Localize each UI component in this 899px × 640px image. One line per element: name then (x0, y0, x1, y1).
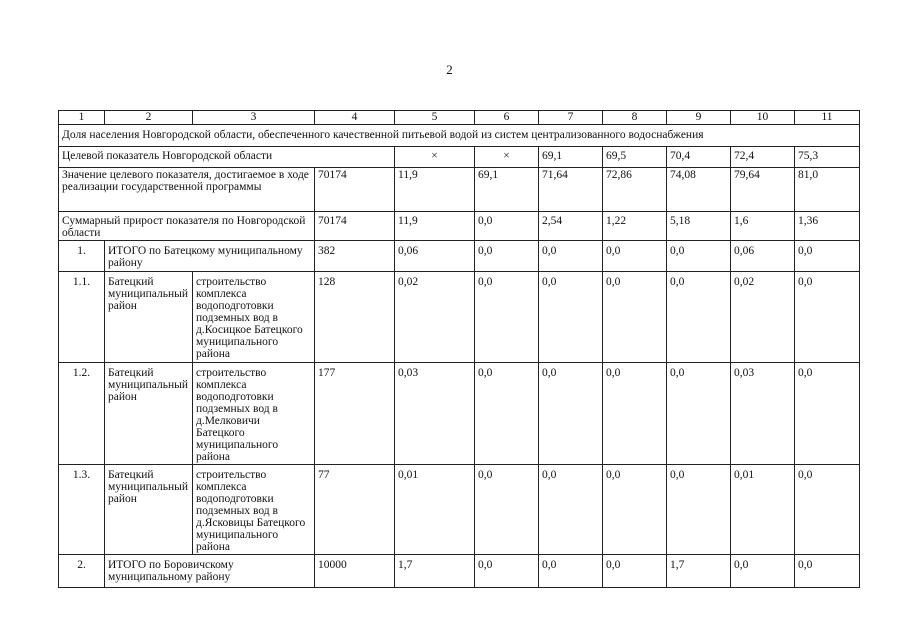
column-header: 1 (59, 111, 105, 125)
cell-value: 81,0 (795, 168, 860, 212)
cell-value: 0,0 (795, 363, 860, 465)
cell-value: 5,18 (667, 212, 731, 241)
column-header: 7 (539, 111, 603, 125)
cell-value: 1,6 (731, 212, 795, 241)
section-title-row (59, 125, 860, 147)
cell-value: 0,0 (475, 465, 539, 555)
cell-value: 11,9 (395, 168, 475, 212)
cell-value: 11,9 (395, 212, 475, 241)
cell-value: 70174 (315, 168, 395, 212)
cell-value: 0,0 (475, 363, 539, 465)
cell-value: 69,1 (539, 147, 603, 168)
district-name: Батецкий муниципальный район (105, 272, 193, 363)
cell-value: 74,08 (667, 168, 731, 212)
cell-value: 0,0 (795, 241, 860, 272)
section-title: Доля населения Новгородской области, обеспеченного качественной питьевой водой из систем централизованного водоснабжения (59, 125, 860, 147)
cell-value: 0,01 (731, 465, 795, 555)
cell-value: 382 (315, 241, 395, 272)
cell-value: 69,5 (603, 147, 667, 168)
cell-value: 0,0 (667, 272, 731, 363)
object-description: строительство комплекса водоподготовки подземных вод в д.Мелковичи Батецкого муниципального района (193, 363, 315, 465)
cell-value: 70174 (315, 212, 395, 241)
cell-value: 0,0 (603, 555, 667, 588)
cell-value: 0,0 (475, 241, 539, 272)
cell-value: 0,0 (539, 363, 603, 465)
cell-value: 0,0 (667, 241, 731, 272)
column-header: 8 (603, 111, 667, 125)
cell-value: 0,0 (731, 555, 795, 588)
table-row (59, 363, 860, 465)
cell-value: 70,4 (667, 147, 731, 168)
cell-value: 0,02 (731, 272, 795, 363)
cell-value: 0,0 (603, 272, 667, 363)
cell-value: 0,0 (795, 272, 860, 363)
cell-value: 72,86 (603, 168, 667, 212)
row-label: ИТОГО по Боровичскому муниципальному району (105, 555, 315, 588)
column-header: 9 (667, 111, 731, 125)
row-label: Целевой показатель Новгородской области (59, 147, 395, 168)
cell-value: 72,4 (731, 147, 795, 168)
cell-value: 69,1 (475, 168, 539, 212)
header-row (59, 111, 860, 125)
row-label: Суммарный прирост показателя по Новгородской области (59, 212, 315, 241)
district-name: Батецкий муниципальный район (105, 363, 193, 465)
cell-value: 177 (315, 363, 395, 465)
row-label: Значение целевого показателя, достигаемое в ходе реализации государственной программы (59, 168, 315, 212)
column-header: 3 (193, 111, 315, 125)
summary-row (59, 168, 860, 212)
row-number: 1.2. (59, 363, 105, 465)
cell-value: 75,3 (795, 147, 860, 168)
cell-value: 2,54 (539, 212, 603, 241)
district-name: Батецкий муниципальный район (105, 465, 193, 555)
cell-value: 10000 (315, 555, 395, 588)
row-number: 1.3. (59, 465, 105, 555)
cell-value: × (475, 147, 539, 168)
cell-value: 0,06 (731, 241, 795, 272)
column-header: 10 (731, 111, 795, 125)
cell-value: 0,02 (395, 272, 475, 363)
cell-value: 0,03 (395, 363, 475, 465)
column-header: 11 (795, 111, 860, 125)
cell-value: 0,0 (795, 465, 860, 555)
cell-value: × (395, 147, 475, 168)
cell-value: 1,22 (603, 212, 667, 241)
cell-value: 79,64 (731, 168, 795, 212)
summary-row (59, 212, 860, 241)
table-row (59, 272, 860, 363)
cell-value: 71,64 (539, 168, 603, 212)
cell-value: 0,0 (603, 465, 667, 555)
cell-value: 0,0 (475, 212, 539, 241)
cell-value: 0,0 (539, 465, 603, 555)
object-description: строительство комплекса водоподготовки подземных вод в д.Ясковицы Батецкого муниципального района (193, 465, 315, 555)
cell-value: 1,7 (667, 555, 731, 588)
row-number: 1.1. (59, 272, 105, 363)
cell-value: 1,36 (795, 212, 860, 241)
column-header: 4 (315, 111, 395, 125)
cell-value: 77 (315, 465, 395, 555)
page-number: 2 (446, 62, 453, 77)
cell-value: 0,0 (603, 241, 667, 272)
cell-value: 0,03 (731, 363, 795, 465)
cell-value: 0,0 (667, 465, 731, 555)
cell-value: 0,0 (539, 241, 603, 272)
column-header: 2 (105, 111, 193, 125)
row-number: 1. (59, 241, 105, 272)
column-header: 5 (395, 111, 475, 125)
cell-value: 0,0 (539, 555, 603, 588)
row-number: 2. (59, 555, 105, 588)
cell-value: 0,0 (795, 555, 860, 588)
table-row (59, 555, 860, 588)
row-label: ИТОГО по Батецкому муниципальному району (105, 241, 315, 272)
cell-value: 0,01 (395, 465, 475, 555)
cell-value: 128 (315, 272, 395, 363)
object-description: строительство комплекса водоподготовки подземных вод в д.Косицкое Батецкого муниципального района (193, 272, 315, 363)
data-table (58, 110, 860, 588)
table-row (59, 241, 860, 272)
cell-value: 0,0 (475, 272, 539, 363)
cell-value: 0,0 (475, 555, 539, 588)
cell-value: 0,0 (603, 363, 667, 465)
table-row (59, 465, 860, 555)
summary-row (59, 147, 860, 168)
cell-value: 0,0 (667, 363, 731, 465)
cell-value: 1,7 (395, 555, 475, 588)
cell-value: 0,0 (539, 272, 603, 363)
column-header: 6 (475, 111, 539, 125)
cell-value: 0,06 (395, 241, 475, 272)
